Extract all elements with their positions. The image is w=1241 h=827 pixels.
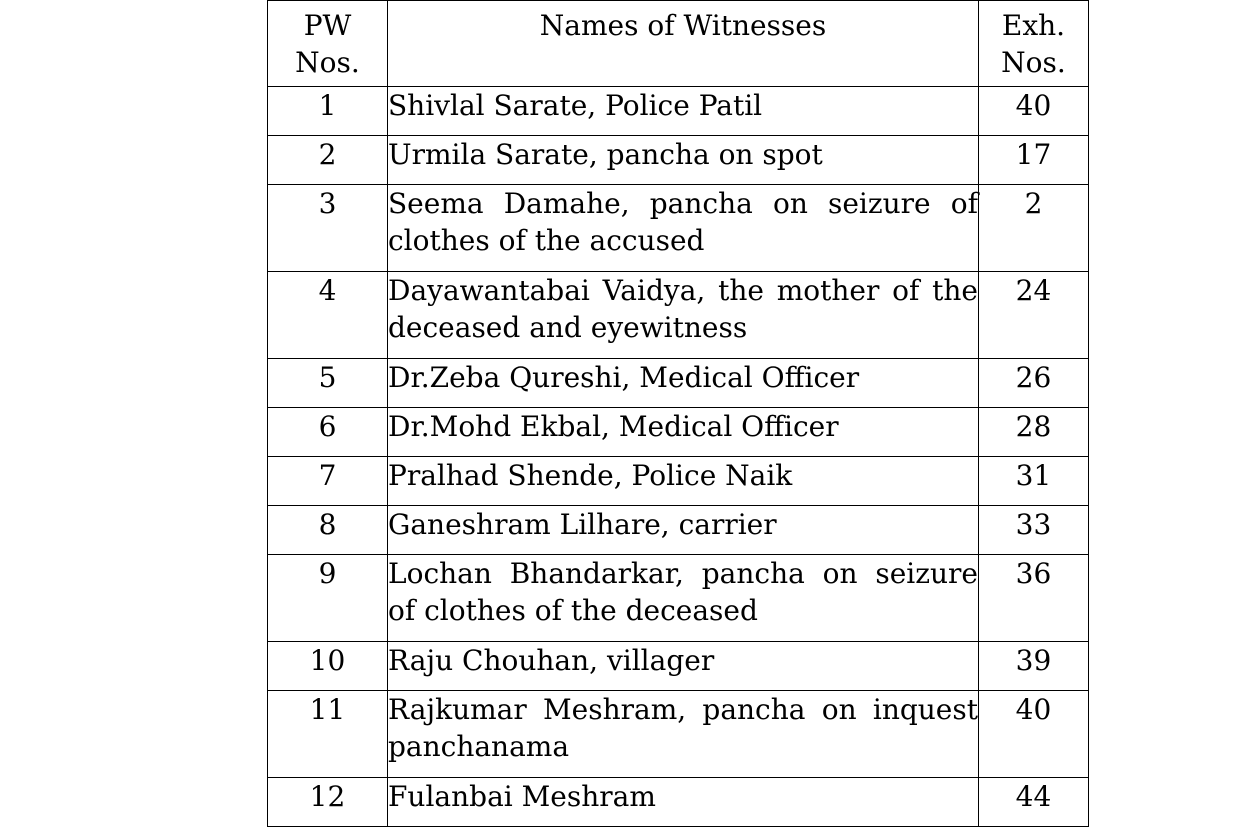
table-row [268, 457, 1089, 506]
table-row [268, 272, 1089, 359]
table-row [268, 778, 1089, 827]
witness-name: Rajkumar Meshram, pancha on inquest panchanama [388, 691, 979, 778]
table-row [268, 408, 1089, 457]
table-row [268, 506, 1089, 555]
header-row [268, 1, 1089, 87]
exhibit-number: 40 [979, 691, 1089, 778]
pw-number: 5 [268, 359, 388, 408]
exhibit-number: 36 [979, 555, 1089, 642]
table-row [268, 136, 1089, 185]
pw-number: 9 [268, 555, 388, 642]
exhibit-number: 40 [979, 87, 1089, 136]
exhibit-number: 2 [979, 185, 1089, 272]
header-pw-line2: Nos. [295, 46, 360, 79]
witness-name: Pralhad Shende, Police Naik [388, 457, 979, 506]
witness-name: Urmila Sarate, pancha on spot [388, 136, 979, 185]
header-pw-line1: PW [303, 9, 352, 42]
pw-number: 1 [268, 87, 388, 136]
witness-name: Raju Chouhan, villager [388, 642, 979, 691]
exhibit-number: 33 [979, 506, 1089, 555]
header-names-of-witnesses: Names of Witnesses [388, 1, 979, 87]
header-pw-nos [268, 1, 388, 87]
table-row [268, 87, 1089, 136]
witness-name: Dayawantabai Vaidya, the mother of the deceased and eyewitness [388, 272, 979, 359]
pw-number: 11 [268, 691, 388, 778]
pw-number: 2 [268, 136, 388, 185]
exhibit-number: 17 [979, 136, 1089, 185]
exhibit-number: 31 [979, 457, 1089, 506]
table-row [268, 555, 1089, 642]
witness-name: Seema Damahe, pancha on seizure of clothes of the accused [388, 185, 979, 272]
witness-table [267, 0, 1089, 827]
table-header [268, 1, 1089, 87]
pw-number: 4 [268, 272, 388, 359]
witness-name: Dr.Mohd Ekbal, Medical Officer [388, 408, 979, 457]
pw-number: 10 [268, 642, 388, 691]
witness-name: Shivlal Sarate, Police Patil [388, 87, 979, 136]
exhibit-number: 24 [979, 272, 1089, 359]
table-row [268, 185, 1089, 272]
witness-name: Fulanbai Meshram [388, 778, 979, 827]
table-row [268, 642, 1089, 691]
header-exh-line2: Nos. [1001, 46, 1066, 79]
pw-number: 6 [268, 408, 388, 457]
pw-number: 8 [268, 506, 388, 555]
exhibit-number: 28 [979, 408, 1089, 457]
exhibit-number: 44 [979, 778, 1089, 827]
table-row [268, 359, 1089, 408]
pw-number: 3 [268, 185, 388, 272]
header-exh-line1: Exh. [1001, 9, 1066, 42]
witness-name: Ganeshram Lilhare, carrier [388, 506, 979, 555]
table-body [268, 87, 1089, 827]
witness-name: Dr.Zeba Qureshi, Medical Officer [388, 359, 979, 408]
pw-number: 12 [268, 778, 388, 827]
table-row [268, 691, 1089, 778]
exhibit-number: 26 [979, 359, 1089, 408]
witness-name: Lochan Bhandarkar, pancha on seizure of clothes of the deceased [388, 555, 979, 642]
header-exh-nos [979, 1, 1089, 87]
pw-number: 7 [268, 457, 388, 506]
exhibit-number: 39 [979, 642, 1089, 691]
